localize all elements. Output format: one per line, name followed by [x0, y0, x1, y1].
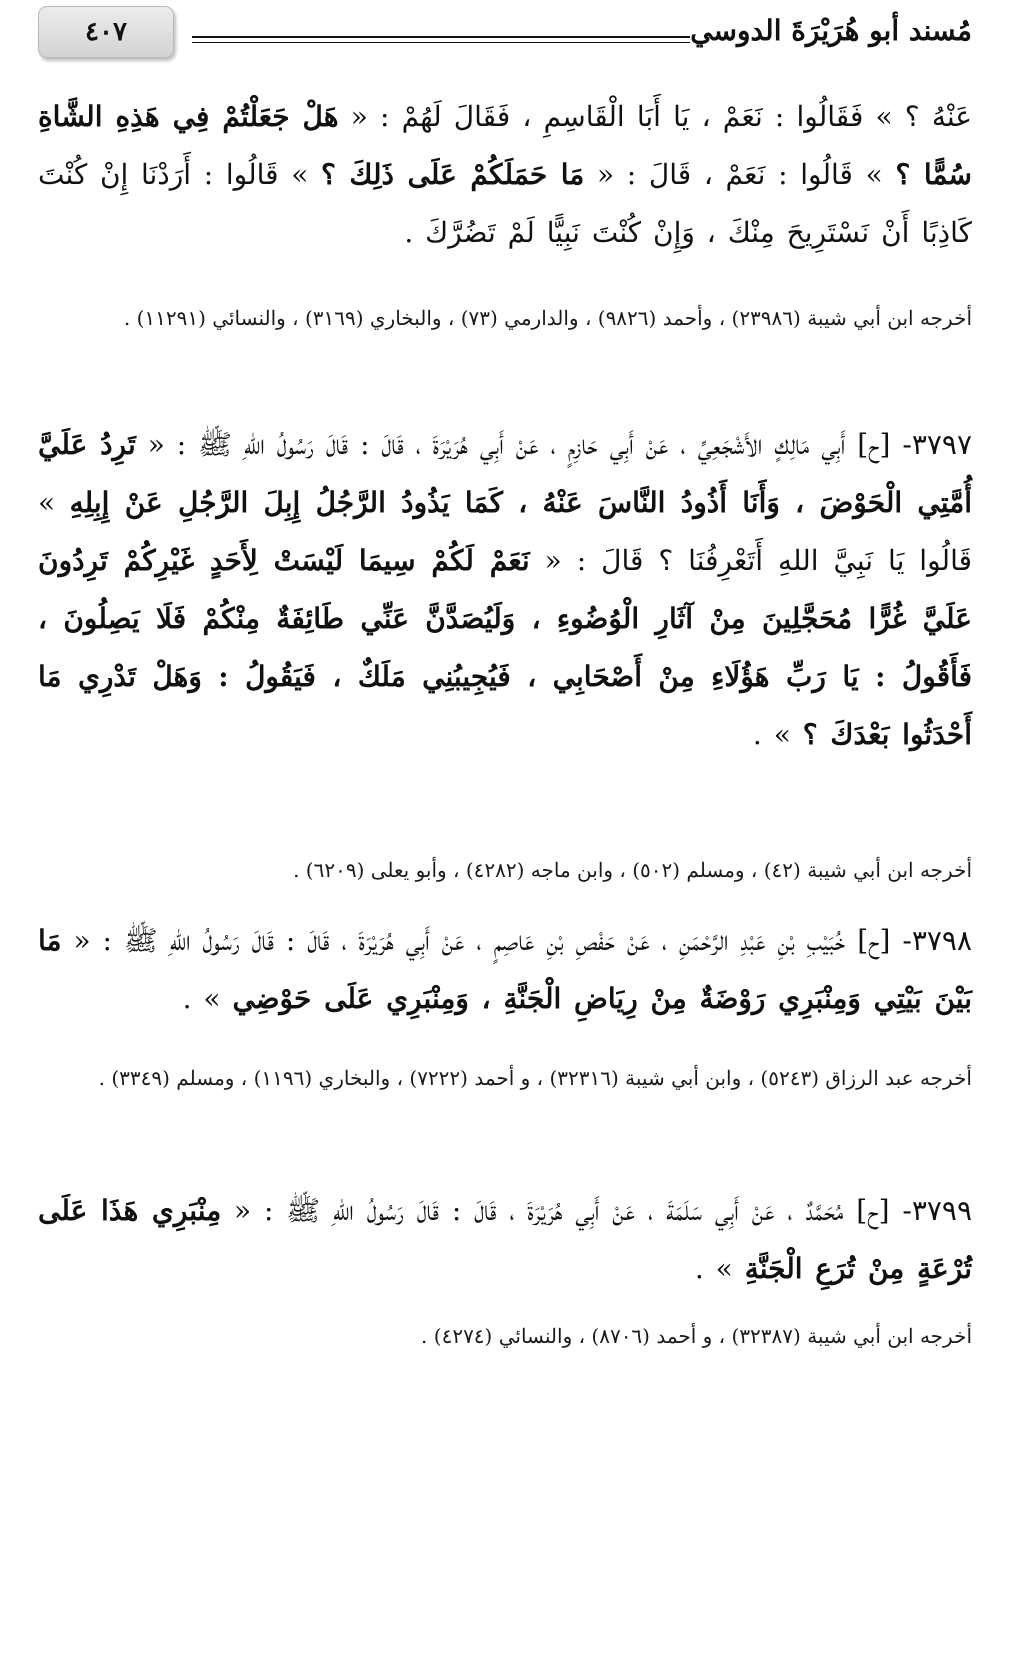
takhrij-note: أخرجه عبد الرزاق (٥٢٤٣) ، وابن أبي شيبة (٣٢٣١٦) ، و أحمد (٧٢٢٢) ، والبخاري (١١٩٦) ، ومسلم (٣٣٤٩) .: [98, 1066, 972, 1090]
hadith-matn: مَا بَيْنَ بَيْتِي وَمِنْبَرِي رَوْضَةٌ مِنْ رِيَاضِ الْجَنَّةِ ، وَمِنْبَرِي عَلَى حَوْضِي: [38, 924, 972, 1015]
hadith-end: » .: [694, 1252, 745, 1285]
continued-hadith-paragraph: [38, 88, 972, 262]
hadith-chain: - [ح] مُحَمَّدٌ ، عَنْ أَبِي سَلَمَةَ ، عَنْ أَبِي هُرَيْرَةَ ، قَالَ : قَالَ رَسُولُ اللهِ ﷺ : «: [221, 1194, 912, 1227]
hadith-3799: [38, 1182, 972, 1298]
header-rule: [192, 36, 690, 43]
hadith-3798: [38, 912, 972, 1028]
page-header: [0, 0, 1010, 70]
prophet-speech-2: مَا حَمَلَكُمْ عَلَى ذَلِكَ ؟: [321, 158, 585, 191]
hadith-matn-1: تَرِدُ عَلَيَّ أُمَّتِي الْحَوْضَ ، وَأَنَا أَذُودُ النَّاسَ عَنْهُ ، كَمَا يَذُودُ الرَّجُلُ إِبِلَ الرَّجُلِ عَنْ إِبِلِهِ: [38, 428, 972, 519]
running-title: مُسند أبو هُرَيْرَةَ الدوسي: [690, 14, 972, 47]
hadith-end: » .: [752, 718, 803, 751]
hadith-chain: - [ح] خُبَيْبِ بْنِ عَبْدِ الرَّحْمَنِ ، عَنْ حَفْصِ بْنِ عَاصِمٍ ، عَنْ أَبِي هُرَيْرَةَ ، قَالَ : قَالَ رَسُولُ اللهِ ﷺ : «: [61, 924, 912, 957]
page-number-badge: ٤٠٧: [38, 6, 174, 58]
hadith-number: ٣٧٩٩: [911, 1194, 972, 1227]
hadith-number: ٣٧٩٧: [911, 428, 972, 461]
prophet-speech-1: هَلْ جَعَلْتُمْ فِي هَذِهِ الشَّاةِ سُمًّا ؟: [38, 100, 973, 191]
hadith-mid-text: » قَالُوا يَا نَبِيَّ اللهِ أَتَعْرِفُنَا ؟ قَالَ : «: [38, 486, 972, 577]
hadith-end: » .: [182, 982, 233, 1015]
intro-text-1: عَنْهُ ؟ » فَقَالُوا : نَعَمْ ، يَا أَبَا الْقَاسِمِ ، فَقَالَ لَهُمْ : «: [338, 100, 972, 133]
takhrij-note: أخرجه ابن أبي شيبة (٢٣٩٨٦) ، وأحمد (٩٨٢٦) ، والدارمي (٧٣) ، والبخاري (٣١٦٩) ، والنسائي (١١٢٩١) .: [123, 306, 972, 330]
hadith-matn: مِنْبَرِي هَذَا عَلَى تُرْعَةٍ مِنْ تُرَعِ الْجَنَّةِ: [38, 1194, 972, 1285]
hadith-3797: [38, 416, 972, 764]
takhrij-note: أخرجه ابن أبي شيبة (٤٢) ، ومسلم (٥٠٢) ، وابن ماجه (٤٢٨٢) ، وأبو يعلى (٦٢٠٩) .: [293, 858, 972, 882]
intro-text-3: » قَالُوا : أَرَدْنَا إِنْ كُنْتَ كَاذِبًا أَنْ نَسْتَرِيحَ مِنْكَ ، وَإِنْ كُنْتَ نَبِيًّا لَمْ تَضُرَّكَ .: [38, 158, 972, 249]
hadith-matn-2: نَعَمْ لَكُمْ سِيمَا لَيْسَتْ لِأَحَدٍ غَيْرِكُمْ تَرِدُونَ عَلَيَّ غُرًّا مُحَجَّلِينَ مِنْ آثَارِ الْوُضُوءِ ، وَلَيُصَدَّنَّ عَنِّي طَائِفَةٌ مِنْكُمْ فَلَا يَصِلُونَ ، فَأَقُولُ : يَا رَبِّ هَؤُلَاءِ مِنْ أَصْحَابِي ، فَيُجِيبُنِي مَلَكٌ ، فَيَقُولُ : وَهَلْ تَدْرِي مَا أَحْدَثُوا بَعْدَكَ ؟: [38, 544, 972, 751]
takhrij-note: أخرجه ابن أبي شيبة (٣٢٣٨٧) ، و أحمد (٨٧٠٦) ، والنسائي (٤٢٧٤) .: [421, 1324, 972, 1348]
hadith-chain: - [ح] أَبِي مَالِكٍ الأَشْجَعِيِّ ، عَنْ أَبِي حَازِمٍ ، عَنْ أَبِي هُرَيْرَةَ ، قَالَ : قَالَ رَسُولُ اللهِ ﷺ : «: [135, 428, 912, 461]
hadith-number: ٣٧٩٨: [911, 924, 972, 957]
intro-text-2: » قَالُوا : نَعَمْ ، قَالَ : «: [584, 158, 896, 191]
